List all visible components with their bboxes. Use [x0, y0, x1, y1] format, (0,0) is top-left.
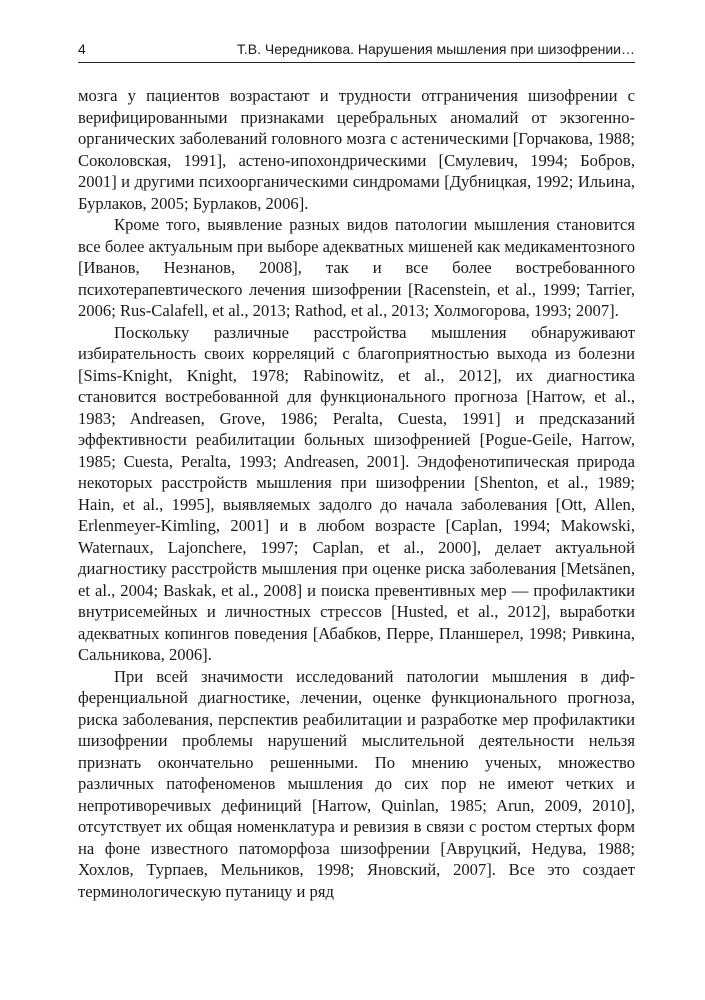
running-header [78, 40, 635, 63]
paragraph: Кроме того, выявление разных видов патологии мышления становится все более актуальным при выборе адекватных мишеней как медикаментозного [Иванов, Незнанов, 2008], так и все более востребованного психотерапевтического лечения шизофрении [Racenstein, et al., 1999; Tarrier, 2006; Rus-Calafell, et al., 2013; Rathod, et al., 2013; Холмогорова, 1993; 2007]. [78, 215, 635, 320]
body-text [78, 85, 635, 902]
page-number: 4 [78, 41, 86, 57]
paragraph: При всей значимости исследований патологии мышления в дифференциальной диагностике, лечении, оценке функционального прогноза, риска заболевания, перспектив реабилитации и разработке мер профилактики шизофрении проблемы нарушений мыслительной деятельности нельзя признать окончательно решенными. По мнению ученых, множество различных патофеноменов мышления до сих пор не имеют четких и непротиворечивых дефиниций [Harrow, Quinlan, 1985; Arun, 2009, 2010], отсутствует их общая номенклатура и ревизия в связи с ростом стертых форм на фоне известного патоморфоза шизофрении [Авруцкий, Недува, 1988; Хохлов, Турпаев, Мельников, 1998; Яновский, 2007]. Все это создает терминологическую путаницу и ряд [78, 666, 635, 901]
paragraph: Поскольку различные расстройства мышления обнаруживают избирательность своих корреляций с благоприятностью выхода из болезни [Sims-Knight, Knight, 1978; Rabinowitz, et al., 2012], их диагностика становится востребованной для функционального прогноза [Harrow, et al., 1983; Andreasen, Grove, 1986; Peralta, Cuesta, 1991] и предсказаний эффективности реабилитации больных шизофренией [Pogue-Geile, Harrow, 1985; Cuesta, Peralta, 1993; Andreasen, 2001]. Эндофенотипическая природа некоторых расстройств мышления при шизофрении [Shenton, et al., 1989; Hain, et al., 1995], выявляемых задолго до начала заболевания [Ott, Allen, Erlenmeyer-Kimling, 2001] и в любом возрасте [Caplan, 1994; Makowski, Waternaux, Lajonchere, 1997; Caplan, et al., 2000], делает актуальной диагностику расстройств мышления при оценке риска заболевания [Metsänen, et al., 2004; Baskak, et al., 2008] и поиска превентивных мер — профилактики внутрисемейных и личностных стрессов [Husted, et al., 2012], выработки адекватных копингов поведения [Абабков, Перре, Планшерел, 1998; Ривкина, Сальникова, 2006]. [78, 322, 635, 664]
paragraph-continued: мозга у пациентов возрастают и трудности отграничения шизофрении с верифицированными признаками церебральных аномалий от экзогенно-органических заболеваний головного мозга с астеническими [Горчакова, 1988; Соколовская, 1991], астено-ипохондрическими [Смулевич, 1994; Бобров, 2001] и другими психоорганическими синдромами [Дубницкая, 1992; Ильина, Бурлаков, 2005; Бурлаков, 2006]. [78, 86, 635, 213]
book-page [78, 0, 635, 1000]
running-title: Т.В. Чередникова. Нарушения мышления при шизофрении… [236, 41, 635, 57]
